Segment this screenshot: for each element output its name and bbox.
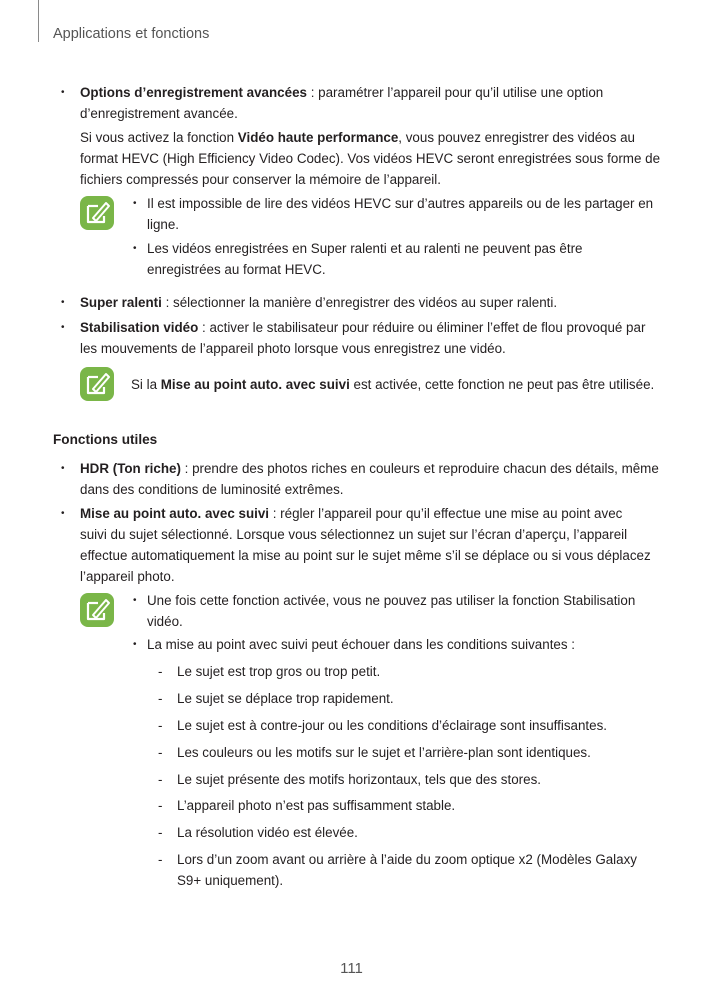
note-text: ligne. (147, 217, 180, 232)
condition-item: Le sujet est trop gros ou trop petit. (177, 664, 381, 679)
section-heading: Fonctions utiles (53, 432, 158, 447)
dash-marker: - (158, 691, 163, 706)
hdr-title: HDR (Ton riche) (80, 461, 181, 476)
hdr-text: : prendre des photos riches en couleurs et reproduire chacun des détails, même (180, 461, 659, 476)
bullet-icon: • (61, 87, 65, 98)
bullet-icon: • (61, 322, 65, 333)
stabilisation-note (131, 374, 671, 395)
note-text: Les vidéos enregistrées en Super ralenti et au ralenti ne peuvent pas être (147, 241, 583, 256)
condition-text: Lors d’un zoom avant ou arrière à l’aide du zoom optique x2 (Modèles Galaxy (177, 852, 637, 867)
note-item: La mise au point avec suivi peut échouer dans les conditions suivantes : (147, 637, 576, 652)
super-ralenti-item (80, 292, 680, 313)
note-icon (80, 593, 114, 627)
bullet-icon: • (133, 595, 137, 606)
condition-item: Les couleurs ou les motifs sur le sujet et l’arrière-plan sont identiques. (177, 745, 591, 760)
dash-marker: - (158, 718, 163, 733)
super-ralenti-text: : sélectionner la manière d’enregistrer des vidéos au super ralenti. (161, 295, 558, 310)
note-bold: Mise au point auto. avec suivi (160, 377, 350, 392)
condition-item: L’appareil photo n’est pas suffisamment stable. (177, 798, 456, 813)
bullet-icon: • (61, 508, 65, 519)
hevc-para-line2: format HEVC (High Efficiency Video Codec). Vos vidéos HEVC seront enregistrées sous forme de (80, 151, 661, 166)
options-avancees-item (80, 82, 680, 124)
note-item (147, 193, 667, 235)
hdr-item (80, 458, 680, 500)
condition-item (177, 849, 657, 891)
note-icon (80, 367, 114, 401)
suivi-title: Mise au point auto. avec suivi (80, 506, 270, 521)
header-divider (38, 0, 39, 42)
note-text: Il est impossible de lire des vidéos HEVC sur d’autres appareils ou de les partager en (147, 196, 654, 211)
options-avancees-text: : paramétrer l’appareil pour qu’il utilise une option (306, 85, 604, 100)
note-text: Si la (131, 377, 161, 392)
bullet-icon: • (133, 639, 137, 650)
dash-marker: - (158, 772, 163, 787)
note-text: vidéo. (147, 614, 183, 629)
suivi-text-4: l’appareil photo. (80, 569, 175, 584)
stabilisation-title: Stabilisation vidéo (80, 320, 199, 335)
bullet-icon: • (133, 243, 137, 254)
suivi-text-2: suivi du sujet sélectionné. Lorsque vous sélectionnez un sujet sur l’écran d’aperçu, l’appareil (80, 527, 628, 542)
condition-text: S9+ uniquement). (177, 873, 284, 888)
options-avancees-title: Options d’enregistrement avancées (80, 85, 307, 100)
note-text: Une fois cette fonction activée, vous ne pouvez pas utiliser la fonction Stabilisation (147, 593, 636, 608)
note-text: enregistrées au format HEVC. (147, 262, 326, 277)
dash-marker: - (158, 852, 163, 867)
super-ralenti-title: Super ralenti (80, 295, 162, 310)
bullet-icon: • (61, 297, 65, 308)
dash-marker: - (158, 798, 163, 813)
note-text: est activée, cette fonction ne peut pas être utilisée. (349, 377, 655, 392)
hevc-para-post: , vous pouvez enregistrer des vidéos au (398, 130, 635, 145)
stabilisation-item (80, 317, 680, 359)
condition-item: Le sujet présente des motifs horizontaux, tels que des stores. (177, 772, 541, 787)
page-number: 111 (340, 960, 363, 977)
hevc-para-bold: Vidéo haute performance (237, 130, 399, 145)
bullet-icon: • (133, 198, 137, 209)
hevc-paragraph (80, 127, 680, 190)
dash-marker: - (158, 745, 163, 760)
note-item (147, 238, 667, 280)
suivi-text-3: effectue automatiquement la mise au point sur le sujet même s’il se déplace ou si vous déplacez (80, 548, 651, 563)
section-header: Applications et fonctions (53, 26, 210, 42)
bullet-icon: • (61, 463, 65, 474)
hevc-para-pre: Si vous activez la fonction (80, 130, 238, 145)
condition-item: Le sujet se déplace trop rapidement. (177, 691, 394, 706)
hevc-para-line3: fichiers compressés pour conserver la mémoire de l’appareil. (80, 172, 441, 187)
suivi-item (80, 503, 680, 587)
condition-item: Le sujet est à contre-jour ou les conditions d’éclairage sont insuffisantes. (177, 718, 607, 733)
stabilisation-text: : activer le stabilisateur pour réduire ou éliminer l’effet de flou provoqué par (198, 320, 646, 335)
options-avancees-text-2: d’enregistrement avancée. (80, 106, 238, 121)
dash-marker: - (158, 664, 163, 679)
note-item (147, 590, 667, 632)
suivi-text: : régler l’appareil pour qu’il effectue une mise au point avec (269, 506, 623, 521)
condition-item: La résolution vidéo est élevée. (177, 825, 358, 840)
stabilisation-text-2: les mouvements de l’appareil photo lorsque vous enregistrez une vidéo. (80, 341, 506, 356)
dash-marker: - (158, 825, 163, 840)
hdr-text-2: dans des conditions de luminosité extrêmes. (80, 482, 344, 497)
note-icon (80, 196, 114, 230)
